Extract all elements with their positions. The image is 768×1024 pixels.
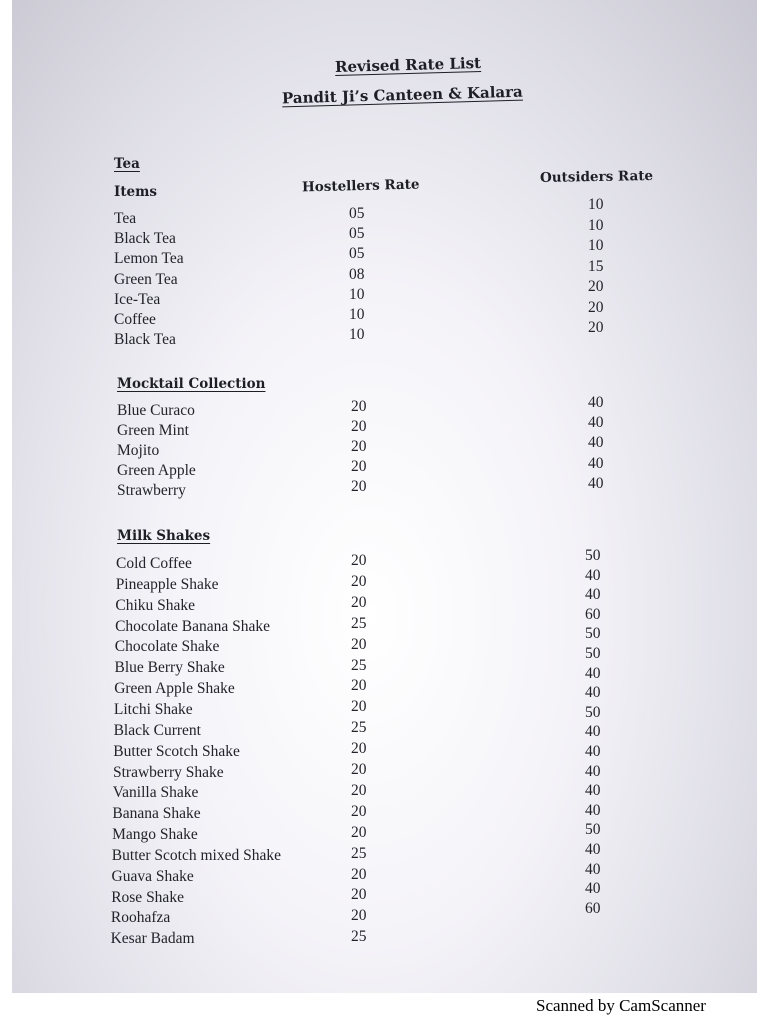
hostellers-rate: 20 (351, 677, 367, 695)
menu-item-name: Chiku Shake (115, 596, 196, 614)
outsiders-rate: 20 (588, 319, 604, 336)
hostellers-rate: 20 (351, 478, 367, 495)
hostellers-rate: 20 (351, 781, 367, 799)
scanner-watermark: Scanned by CamScanner (536, 996, 706, 1015)
menu-item-name: Litchi Shake (113, 700, 193, 718)
hostellers-rate: 25 (351, 656, 367, 674)
outsiders-rate: 15 (588, 257, 604, 275)
menu-item-name: Ice-Tea (114, 290, 161, 308)
outsiders-rate: 40 (585, 801, 601, 819)
menu-item-name: Black Tea (114, 230, 176, 248)
menu-item-name: Blue Curaco (117, 402, 195, 419)
menu-item-name: Pineapple Shake (115, 575, 219, 593)
menu-item-name: Green Tea (114, 270, 178, 288)
section-heading-mocktail: Mocktail Collection (117, 376, 266, 392)
menu-item-name: Vanilla Shake (112, 784, 199, 802)
hostellers-rate: 05 (349, 205, 365, 222)
outsiders-rate: 50 (585, 821, 601, 839)
menu-item-name: Coffee (114, 311, 156, 328)
hostellers-rate: 05 (349, 245, 365, 263)
menu-item-name: Blue Berry Shake (114, 659, 225, 677)
section-heading-milk-shakes: Milk Shakes (117, 528, 211, 544)
hostellers-rate: 25 (351, 614, 367, 632)
outsiders-rate: 10 (588, 216, 604, 234)
hostellers-rate: 20 (351, 572, 367, 590)
hostellers-rate: 20 (351, 418, 367, 435)
outsiders-rate: 50 (585, 645, 601, 662)
menu-item-name: Rose Shake (111, 888, 184, 906)
menu-item-name: Banana Shake (112, 805, 201, 823)
hostellers-rate: 20 (351, 802, 367, 820)
outsiders-rate: 60 (585, 605, 601, 623)
section-heading-tea: Tea (114, 156, 140, 172)
outsiders-rate: 40 (585, 566, 601, 584)
document-subtitle: Pandit Ji’s Canteen & Kalara (281, 82, 524, 108)
hostellers-rate: 10 (349, 326, 365, 344)
hostellers-rate: 20 (351, 698, 367, 716)
menu-item-name: Chocolate Banana Shake (115, 617, 271, 635)
hostellers-rate: 10 (349, 285, 365, 303)
menu-item-name: Black Current (113, 721, 201, 739)
hostellers-rate: 20 (351, 593, 367, 611)
outsiders-rate: 40 (585, 782, 601, 800)
outsiders-rate: 40 (585, 860, 601, 878)
menu-item-name: Black Tea (114, 331, 176, 349)
menu-item-name: Guava Shake (111, 867, 194, 885)
menu-item-name: Chocolate Shake (114, 638, 220, 656)
menu-item-name: Strawberry Shake (113, 763, 224, 781)
hostellers-rate: 25 (351, 719, 367, 737)
hostellers-rate: 10 (349, 306, 365, 323)
menu-item-name: Cold Coffee (116, 555, 192, 572)
menu-item-name: Tea (114, 210, 137, 227)
menu-item-name: Roohafza (110, 909, 171, 927)
hostellers-rate: 20 (351, 458, 367, 475)
outsiders-rate: 40 (585, 880, 601, 898)
outsiders-rate: 40 (588, 394, 604, 411)
hostellers-rate: 20 (351, 886, 367, 904)
hostellers-rate: 20 (351, 865, 367, 883)
column-heading-hostellers: Hostellers Rate (301, 176, 420, 196)
outsiders-rate: 20 (588, 278, 604, 295)
outsiders-rate: 40 (588, 474, 604, 492)
menu-item-name: Butter Scotch mixed Shake (111, 846, 281, 864)
menu-item-name: Green Mint (117, 422, 189, 439)
scanned-page (12, 0, 757, 993)
outsiders-rate: 40 (585, 762, 601, 780)
column-heading-outsiders: Outsiders Rate (539, 168, 654, 186)
menu-item-name: Mojito (117, 442, 160, 459)
outsiders-rate: 40 (585, 743, 601, 760)
outsiders-rate: 40 (588, 454, 604, 472)
outsiders-rate: 40 (588, 434, 604, 452)
outsiders-rate: 50 (585, 625, 601, 643)
outsiders-rate: 40 (585, 723, 601, 741)
hostellers-rate: 08 (349, 265, 365, 283)
outsiders-rate: 50 (585, 703, 601, 721)
column-heading-items: Items (114, 184, 158, 200)
hostellers-rate: 20 (351, 398, 367, 415)
hostellers-rate: 20 (351, 907, 367, 925)
hostellers-rate: 25 (351, 928, 367, 946)
hostellers-rate: 05 (349, 225, 365, 243)
outsiders-rate: 40 (585, 841, 601, 858)
outsiders-rate: 60 (585, 899, 601, 917)
document-title: Revised Rate List (334, 53, 482, 77)
menu-item-name: Green Apple Shake (114, 680, 235, 698)
hostellers-rate: 20 (351, 438, 367, 455)
outsiders-rate: 20 (588, 298, 604, 316)
hostellers-rate: 20 (351, 823, 367, 841)
hostellers-rate: 20 (351, 740, 367, 758)
hostellers-rate: 20 (351, 552, 367, 569)
hostellers-rate: 20 (351, 761, 367, 778)
outsiders-rate: 40 (585, 664, 601, 682)
outsiders-rate: 10 (588, 237, 604, 254)
menu-item-name: Mango Shake (112, 826, 198, 844)
outsiders-rate: 40 (588, 414, 604, 432)
menu-item-name: Green Apple (117, 462, 196, 479)
hostellers-rate: 25 (351, 844, 367, 862)
menu-item-name: Butter Scotch Shake (113, 742, 240, 760)
hostellers-rate: 20 (351, 635, 367, 653)
menu-item-name: Lemon Tea (114, 250, 184, 268)
outsiders-rate: 10 (588, 196, 604, 213)
menu-item-name: Kesar Badam (110, 930, 195, 948)
outsiders-rate: 40 (585, 684, 601, 702)
menu-item-name: Strawberry (117, 482, 186, 499)
outsiders-rate: 40 (585, 586, 601, 604)
outsiders-rate: 50 (585, 547, 601, 564)
